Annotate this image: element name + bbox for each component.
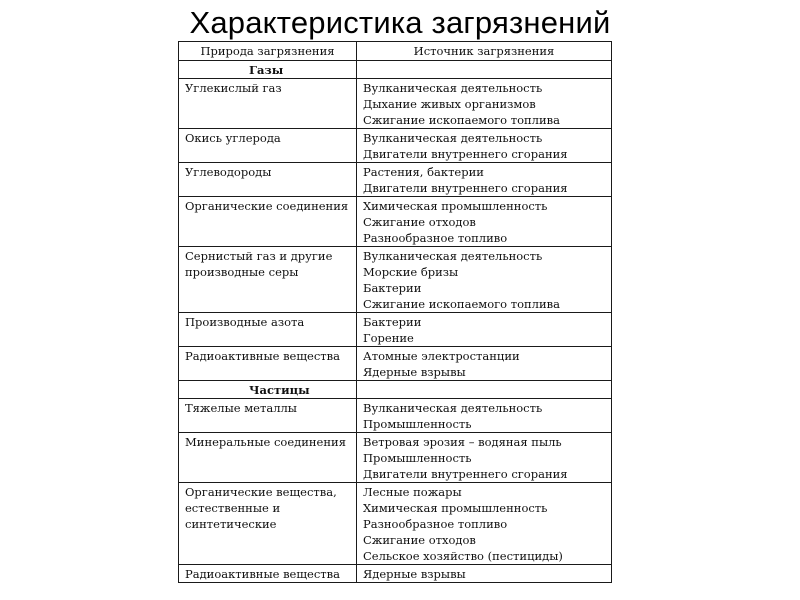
source-item: Морские бризы (363, 265, 459, 279)
pollution-nature: Производные азота (179, 313, 357, 347)
pollution-nature: Органические соединения (179, 197, 357, 247)
pollution-nature: Окись углерода (179, 129, 357, 163)
table-row (179, 483, 612, 565)
pollution-nature: Радиоактивные вещества (179, 347, 357, 381)
pollution-sources (357, 433, 612, 483)
source-item: Сжигание отходов (363, 533, 476, 547)
category-row (179, 61, 612, 79)
source-item: Разнообразное топливо (363, 231, 508, 245)
table-row (179, 399, 612, 433)
source-item: Ядерные взрывы (363, 567, 466, 581)
source-item: Вулканическая деятельность (363, 249, 543, 263)
table-row (179, 347, 612, 381)
source-item: Вулканическая деятельность (363, 401, 543, 415)
source-item: Промышленность (363, 417, 472, 431)
table-row (179, 565, 612, 583)
source-item: Вулканическая деятельность (363, 131, 543, 145)
source-item: Дыхание живых организмов (363, 97, 536, 111)
pollution-sources (357, 247, 612, 313)
source-item: Сжигание ископаемого топлива (363, 113, 560, 127)
table-row (179, 247, 612, 313)
pollution-nature: Радиоактивные вещества (179, 565, 357, 583)
table-row (179, 163, 612, 197)
table-row (179, 433, 612, 483)
source-item: Лесные пожары (363, 485, 462, 499)
pollution-sources (357, 313, 612, 347)
source-item: Сжигание ископаемого топлива (363, 297, 560, 311)
source-item: Сжигание отходов (363, 215, 476, 229)
pollution-sources (357, 347, 612, 381)
pollution-sources (357, 565, 612, 583)
pollution-sources (357, 399, 612, 433)
source-item: Двигатели внутреннего сгорания (363, 147, 568, 161)
pollution-nature: Тяжелые металлы (179, 399, 357, 433)
pollution-sources (357, 163, 612, 197)
category-blank-cell (357, 61, 612, 79)
header-nature: Природа загрязнения (179, 42, 357, 61)
pollution-nature: Сернистый газ и другие производные серы (179, 247, 357, 313)
pollution-sources (357, 197, 612, 247)
source-item: Горение (363, 331, 414, 345)
table-row (179, 197, 612, 247)
source-item: Вулканическая деятельность (363, 81, 543, 95)
source-item: Сельское хозяйство (пестициды) (363, 549, 563, 563)
table-body (179, 61, 612, 583)
pollution-nature: Органические вещества, естественные и синтетические (179, 483, 357, 565)
category-blank-cell (357, 381, 612, 399)
pollution-table (178, 41, 612, 583)
pollution-sources (357, 483, 612, 565)
slide-title: Характеристика загрязнений (189, 5, 611, 40)
source-item: Растения, бактерии (363, 165, 484, 179)
source-item: Двигатели внутреннего сгорания (363, 181, 568, 195)
category-label: Газы (179, 61, 357, 79)
table-row (179, 129, 612, 163)
source-item: Атомные электростанции (363, 349, 520, 363)
header-row (179, 42, 612, 61)
table-row (179, 313, 612, 347)
source-item: Бактерии (363, 281, 422, 295)
pollution-nature: Минеральные соединения (179, 433, 357, 483)
category-row (179, 381, 612, 399)
source-item: Промышленность (363, 451, 472, 465)
pollution-sources (357, 129, 612, 163)
source-item: Ветровая эрозия – водяная пыль (363, 435, 562, 449)
source-item: Разнообразное топливо (363, 517, 508, 531)
pollution-sources (357, 79, 612, 129)
table-row (179, 79, 612, 129)
header-source: Источник загрязнения (357, 42, 612, 61)
pollution-nature: Углеводороды (179, 163, 357, 197)
source-item: Химическая промышленность (363, 199, 548, 213)
source-item: Бактерии (363, 315, 422, 329)
pollution-nature: Углекислый газ (179, 79, 357, 129)
category-label: Частицы (179, 381, 357, 399)
source-item: Двигатели внутреннего сгорания (363, 467, 568, 481)
source-item: Ядерные взрывы (363, 365, 466, 379)
source-item: Химическая промышленность (363, 501, 548, 515)
